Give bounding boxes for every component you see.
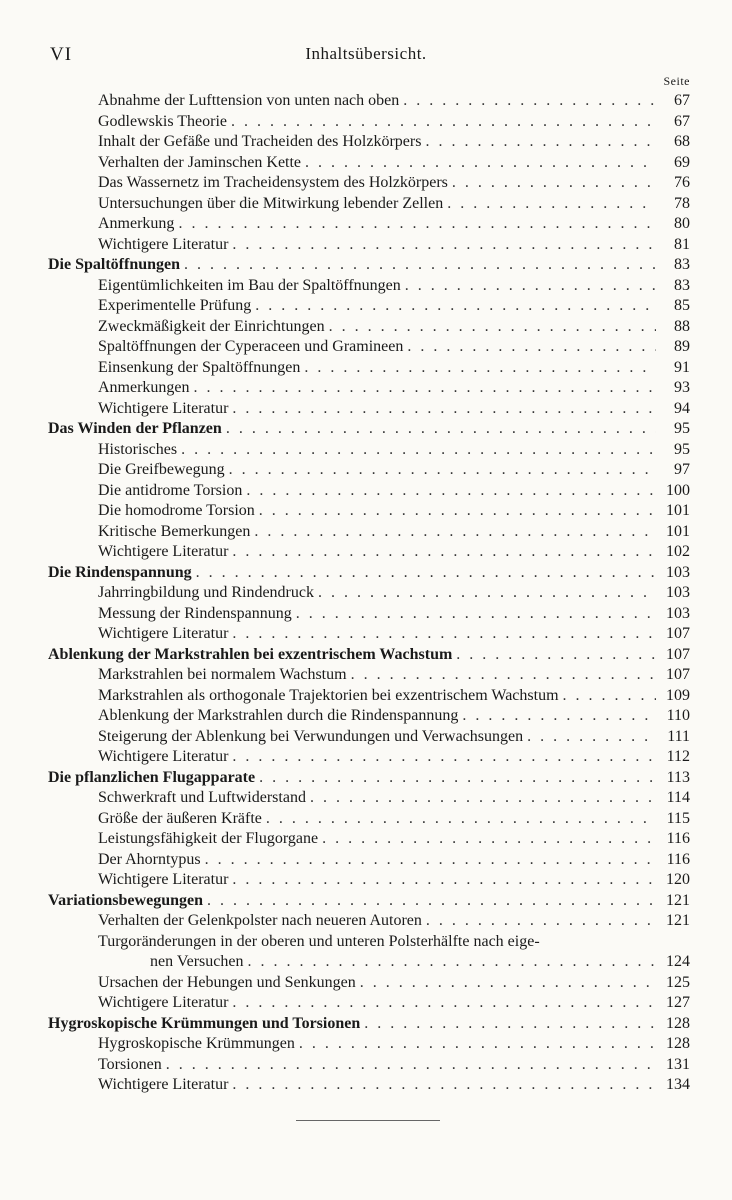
- toc-entry: [48, 317, 690, 338]
- toc-entry-page: 83: [674, 256, 690, 273]
- toc-section-title: Hygroskopische Krümmungen und Torsionen: [48, 1014, 361, 1032]
- toc-entry-page: 76: [674, 174, 690, 191]
- toc-entry-page: 116: [666, 830, 690, 847]
- toc-entry: [48, 870, 690, 891]
- toc-entry-page: 109: [666, 686, 690, 704]
- leader-dots: [305, 153, 656, 174]
- leader-dots: [426, 911, 656, 932]
- toc-entry-page: 128: [666, 1035, 690, 1052]
- toc-section-title: Die Spaltöffnungen: [48, 256, 181, 273]
- toc-entry-title: Inhalt der Gefäße und Tracheiden des Holzkörpers: [98, 133, 422, 150]
- leader-dots: [178, 214, 656, 235]
- toc-entry-page: 124: [666, 953, 690, 970]
- toc-entry-title-continuation: nen Versuchen: [150, 953, 244, 970]
- toc-entry-title: Wichtigere Literatur: [98, 748, 229, 765]
- toc-entry-page: 127: [666, 994, 690, 1011]
- leader-dots: [360, 973, 656, 994]
- leader-dots: [207, 891, 656, 912]
- toc-section: [48, 563, 690, 584]
- toc-entry-title: Verhalten der Gelenkpolster nach neueren Autoren: [98, 912, 422, 929]
- toc-entry-page: 112: [666, 748, 690, 765]
- toc-section-title: Das Winden der Pflanzen: [48, 420, 222, 437]
- toc-entry-page: 85: [674, 297, 690, 314]
- toc-entry-title: Hygroskopische Krümmungen: [98, 1035, 295, 1052]
- leader-dots: [254, 522, 656, 543]
- toc-entry: [48, 1055, 690, 1076]
- leader-dots: [196, 563, 656, 584]
- toc-entry-page: 128: [666, 1014, 690, 1032]
- toc-section: [48, 645, 690, 666]
- toc-entry-page: 95: [674, 420, 690, 437]
- leader-dots: [403, 91, 656, 112]
- leader-dots: [456, 645, 656, 666]
- toc-entry: [48, 378, 690, 399]
- toc-entry-page: 121: [666, 891, 690, 909]
- leader-dots: [425, 132, 656, 153]
- leader-dots: [322, 829, 656, 850]
- toc-entry: [48, 276, 690, 297]
- toc-entry-title: Spaltöffnungen der Cyperaceen und Gramineen: [98, 338, 404, 355]
- leader-dots: [364, 1014, 656, 1035]
- leader-dots: [205, 850, 656, 871]
- toc-entry: [48, 604, 690, 625]
- toc-entry-title: Markstrahlen bei normalem Wachstum: [98, 666, 347, 683]
- toc-entry-page: 103: [666, 584, 690, 601]
- toc-entry-title: Wichtigere Literatur: [98, 1076, 229, 1093]
- toc-entry: [48, 829, 690, 850]
- toc-entry-page: 100: [666, 481, 690, 499]
- page-column-label: Seite: [663, 74, 690, 88]
- toc-entry-title: Die antidrome Torsion: [98, 481, 243, 499]
- leader-dots: [226, 419, 656, 440]
- toc-entry-title: Untersuchungen über die Mitwirkung lebender Zellen: [98, 194, 444, 212]
- toc-entry-title: Ursachen der Hebungen und Senkungen: [98, 973, 356, 991]
- toc-entry-title: Das Wassernetz im Tracheidensystem des Holzkörpers: [98, 174, 448, 191]
- leader-dots: [247, 952, 656, 973]
- toc-entry-page: 107: [666, 645, 690, 663]
- toc-section: [48, 891, 690, 912]
- toc-entry-title: Wichtigere Literatur: [98, 871, 229, 888]
- leader-dots: [229, 460, 656, 481]
- toc-entry: [48, 850, 690, 871]
- toc-entry-title: Leistungsfähigkeit der Flugorgane: [98, 830, 319, 847]
- toc-entry-title: Schwerkraft und Luftwiderstand: [98, 789, 306, 806]
- leader-dots: [329, 317, 656, 338]
- toc-entry-title: Historisches: [98, 440, 178, 458]
- toc-entry-title: Verhalten der Jaminschen Kette: [98, 153, 302, 171]
- toc-entry-page: 103: [666, 604, 690, 622]
- toc-entry-page: 67: [674, 112, 690, 130]
- toc-entry-title: Wichtigere Literatur: [98, 625, 229, 642]
- toc-entry-page: 91: [674, 358, 690, 376]
- toc-entry: [48, 153, 690, 174]
- toc-entry: [48, 911, 690, 932]
- toc-entry-page: 97: [674, 461, 690, 478]
- toc-entry: [48, 624, 690, 645]
- toc-entry-title: Der Ahorntypus: [98, 850, 201, 868]
- running-head: Inhaltsübersicht.: [305, 44, 427, 63]
- toc-entry-page: 101: [666, 502, 690, 519]
- toc-entry: [48, 399, 690, 420]
- leader-dots: [452, 173, 656, 194]
- page-number: VI: [50, 44, 73, 65]
- toc-entry-page: 103: [666, 563, 690, 581]
- toc-entry-title: Torsionen: [98, 1055, 162, 1073]
- toc-entry: [48, 973, 690, 994]
- toc-entry: [48, 665, 690, 686]
- toc-entry-page: 80: [674, 215, 690, 232]
- leader-dots: [304, 358, 656, 379]
- toc-entry: [48, 993, 690, 1014]
- toc-entry-page: 120: [666, 871, 690, 888]
- toc-entry-page: 116: [666, 850, 690, 868]
- leader-dots: [246, 481, 656, 502]
- toc-entry-page: 102: [666, 543, 690, 560]
- leader-dots: [184, 255, 656, 276]
- toc-entry-title: Wichtigere Literatur: [98, 235, 229, 253]
- toc-entry-title: Markstrahlen als orthogonale Trajektorien bei exzentrischem Wachstum: [98, 686, 559, 704]
- toc-entry-page: 88: [674, 317, 690, 335]
- toc-entry-page: 69: [674, 153, 690, 171]
- toc-section: [48, 1014, 690, 1035]
- leader-dots: [232, 235, 656, 256]
- toc-entry-page: 107: [666, 625, 690, 642]
- toc-entry: [48, 337, 690, 358]
- leader-dots: [232, 993, 656, 1014]
- leader-dots: [259, 501, 656, 522]
- toc-entry-page: 68: [674, 133, 690, 150]
- leader-dots: [166, 1055, 656, 1076]
- toc-section-title: Die Rindenspannung: [48, 563, 192, 581]
- end-rule: [296, 1120, 440, 1121]
- toc-entry-title: Zweckmäßigkeit der Einrichtungen: [98, 317, 325, 335]
- toc-entry: [48, 788, 690, 809]
- toc-entry-page: 78: [674, 194, 690, 212]
- leader-dots: [232, 747, 656, 768]
- toc-entry-page: 113: [666, 768, 690, 786]
- toc-entry: [48, 460, 690, 481]
- toc-section: [48, 419, 690, 440]
- leader-dots: [563, 686, 656, 707]
- toc-entry-title: Godlewskis Theorie: [98, 112, 228, 130]
- toc-entry: [48, 440, 690, 461]
- toc-entry-page: 125: [666, 973, 690, 991]
- toc-entry: [48, 809, 690, 830]
- toc-entry-page: 111: [667, 727, 690, 745]
- leader-dots: [181, 440, 656, 461]
- toc-entry: [48, 727, 690, 748]
- toc-entry: [48, 1075, 690, 1096]
- toc-entry-title: Experimentelle Prüfung: [98, 297, 252, 314]
- toc-section-title: Variationsbewegungen: [48, 891, 203, 909]
- toc-entry: [48, 296, 690, 317]
- leader-dots: [462, 706, 656, 727]
- leader-dots: [232, 1075, 656, 1096]
- toc-entry: [48, 214, 690, 235]
- toc-entry-title: Wichtigere Literatur: [98, 399, 229, 417]
- toc-entry-page: 114: [666, 789, 690, 806]
- toc-entry-title: Wichtigere Literatur: [98, 994, 229, 1011]
- toc-entry-title: Eigentümlichkeiten im Bau der Spaltöffnungen: [98, 276, 401, 294]
- toc-entry-title: Kritische Bemerkungen: [98, 522, 251, 540]
- toc-entry-title: Abnahme der Lufttension von unten nach oben: [98, 92, 400, 109]
- toc-entry-page: 131: [666, 1055, 690, 1073]
- toc-entry-title: Turgoränderungen in der oberen und unteren Polsterhälfte nach eige-: [98, 932, 540, 950]
- toc-entry-page: 81: [674, 235, 690, 253]
- leader-dots: [310, 788, 656, 809]
- toc-section: [48, 768, 690, 789]
- toc-entry-title: Größe der äußeren Kräfte: [98, 809, 262, 827]
- toc-entry: [48, 194, 690, 215]
- leader-dots: [351, 665, 656, 686]
- leader-dots: [255, 296, 656, 317]
- toc-entry: [48, 481, 690, 502]
- toc-entry: [48, 583, 690, 604]
- toc-entry-page: 67: [674, 92, 690, 109]
- toc-entry-title: Ablenkung der Markstrahlen durch die Rindenspannung: [98, 707, 459, 724]
- toc-section-title: Ablenkung der Markstrahlen bei exzentrischem Wachstum: [48, 645, 453, 663]
- toc-entry-title: Die homodrome Torsion: [98, 502, 255, 519]
- table-of-contents: [48, 91, 690, 1096]
- toc-entry: [48, 522, 690, 543]
- toc-entry: [48, 1034, 690, 1055]
- toc-entry-title: Die Greifbewegung: [98, 461, 225, 478]
- leader-dots: [232, 624, 656, 645]
- leader-dots: [231, 112, 656, 133]
- toc-section-title: Die pflanzlichen Flugapparate: [48, 768, 256, 786]
- toc-entry: [48, 706, 690, 727]
- leader-dots: [232, 399, 656, 420]
- toc-entry: [48, 173, 690, 194]
- toc-entry-page: 134: [666, 1076, 690, 1093]
- toc-entry: [48, 542, 690, 563]
- toc-entry-page: 107: [666, 666, 690, 683]
- leader-dots: [405, 276, 656, 297]
- leader-dots: [299, 1034, 656, 1055]
- toc-entry-title: Steigerung der Ablenkung bei Verwundungen und Verwachsungen: [98, 727, 524, 745]
- leader-dots: [232, 542, 656, 563]
- toc-entry-page: 89: [674, 338, 690, 355]
- toc-entry: [48, 91, 690, 112]
- toc-entry-page: 95: [674, 440, 690, 458]
- leader-dots: [232, 870, 656, 891]
- toc-entry-title: Einsenkung der Spaltöffnungen: [98, 358, 301, 376]
- leader-dots: [259, 768, 656, 789]
- toc-entry-title: Anmerkung: [98, 215, 175, 232]
- toc-entry-page: 121: [666, 912, 690, 929]
- toc-entry-title: Anmerkungen: [98, 379, 190, 396]
- toc-entry-page: 93: [674, 379, 690, 396]
- toc-entry-page: 94: [674, 399, 690, 417]
- toc-entry: [48, 932, 690, 953]
- toc-entry-page: 110: [666, 707, 690, 724]
- toc-entry: [48, 501, 690, 522]
- toc-entry-title: Jahrringbildung und Rindendruck: [98, 584, 314, 601]
- toc-entry-title: Messung der Rindenspannung: [98, 604, 292, 622]
- leader-dots: [407, 337, 656, 358]
- leader-dots: [527, 727, 656, 748]
- leader-dots: [447, 194, 656, 215]
- leader-dots: [318, 583, 656, 604]
- toc-entry: [48, 235, 690, 256]
- toc-entry: [48, 358, 690, 379]
- toc-entry-page: 101: [666, 522, 690, 540]
- toc-entry: [48, 686, 690, 707]
- toc-entry: [48, 132, 690, 153]
- toc-entry-page: 83: [674, 276, 690, 294]
- toc-entry: [48, 747, 690, 768]
- leader-dots: [266, 809, 656, 830]
- leader-dots: [194, 378, 656, 399]
- leader-dots: [296, 604, 656, 625]
- toc-entry: [48, 112, 690, 133]
- toc-entry-title: Wichtigere Literatur: [98, 543, 229, 560]
- toc-entry-page: 115: [666, 809, 690, 827]
- toc-entry-continuation: [48, 952, 690, 973]
- toc-section: [48, 255, 690, 276]
